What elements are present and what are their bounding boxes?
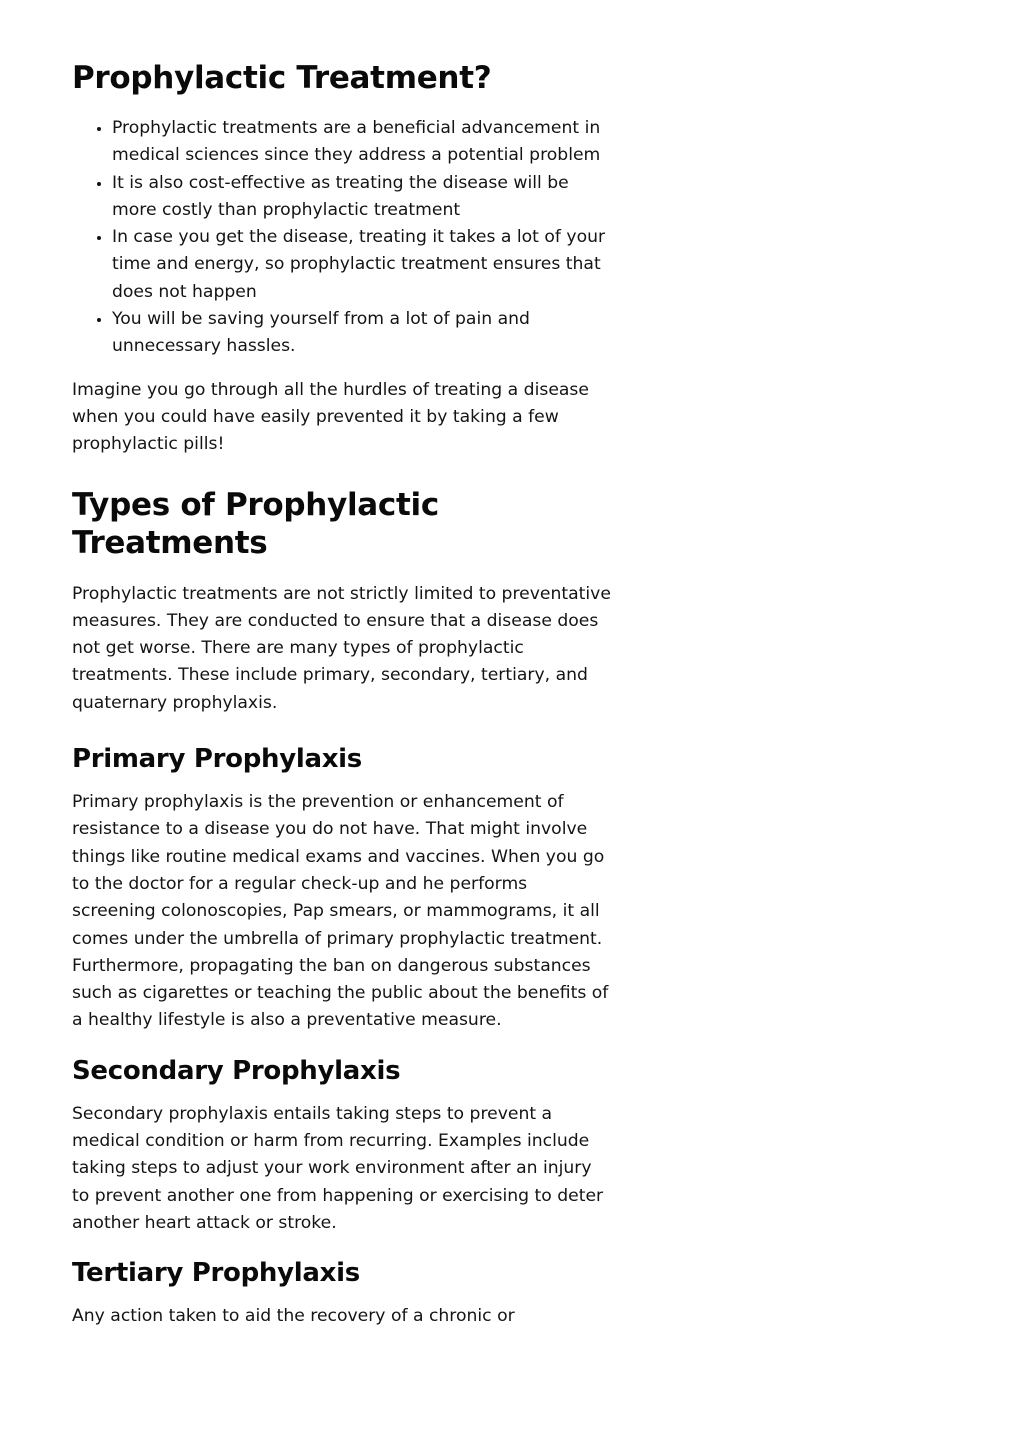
benefits-list <box>72 115 612 361</box>
paragraph-tertiary-prophylaxis: Any action taken to aid the recovery of a chronic or <box>72 1306 515 1327</box>
paragraph-imagine: Imagine you go through all the hurdles of treating a disease when you could have easily prevented it by taking a few prophylactic pills! <box>72 379 589 455</box>
list-item: • You will be saving yourself from a lot of pain and unnecessary hassles. <box>112 306 612 361</box>
paragraph-primary-prophylaxis: Primary prophylaxis is the prevention or enhancement of resistance to a disease you do not have. That might involve things like routine medical exams and vaccines. When you go to the doctor for a regular check-up and he performs screening colonoscopies, Pap smears, or mammograms, it all comes under the umbrella of primary prophylactic treatment. Furthermore, propagating the ban on dangerous substances such as cigarettes or teaching the public about the benefits of a healthy lifestyle is also a preventative measure. <box>72 792 609 1031</box>
paragraph-secondary-prophylaxis: Secondary prophylaxis entails taking steps to prevent a medical condition or harm from recurring. Examples include taking steps to adjust your work environment after an injury to prevent another one from happening or exercising to deter another heart attack or stroke. <box>72 1103 604 1233</box>
section-heading-types: Types of Prophylactic Treatments <box>72 486 439 561</box>
list-item: • Prophylactic treatments are a beneficial advancement in medical sciences since they address a potential problem <box>112 115 612 170</box>
subheading-primary-prophylaxis: Primary Prophylaxis <box>72 744 362 775</box>
paragraph-types: Prophylactic treatments are not strictly limited to preventative measures. They are conducted to ensure that a disease does not get worse. There are many types of prophylactic treatments. These include primary, secondary, tertiary, and quaternary prophylaxis. <box>72 583 611 713</box>
section-heading-prophylactic-treatment: Prophylactic Treatment? <box>72 60 492 96</box>
article-column <box>72 0 612 1331</box>
subheading-tertiary-prophylaxis: Tertiary Prophylaxis <box>72 1258 360 1289</box>
list-item: • In case you get the disease, treating it takes a lot of your time and energy, so prophylactic treatment ensures that does not happen <box>112 224 612 306</box>
subheading-secondary-prophylaxis: Secondary Prophylaxis <box>72 1055 401 1086</box>
list-item: • It is also cost-effective as treating the disease will be more costly than prophylactic treatment <box>112 170 612 225</box>
